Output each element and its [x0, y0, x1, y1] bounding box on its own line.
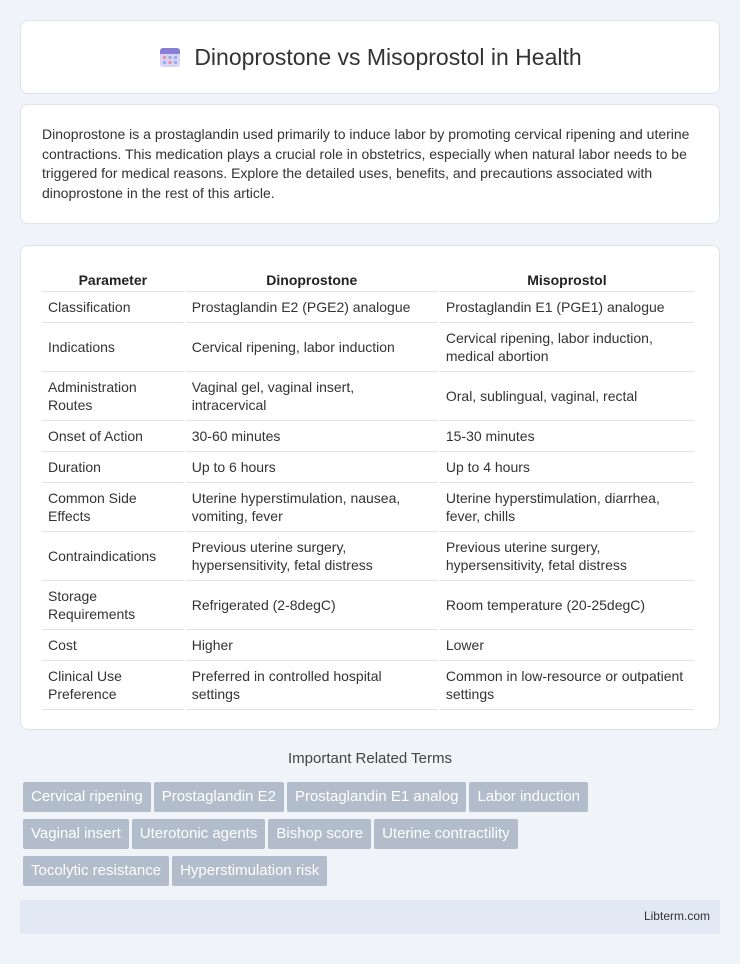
table-row: [42, 452, 694, 483]
row-misoprostol: Up to 4 hours: [440, 452, 694, 483]
row-misoprostol: Lower: [440, 630, 694, 661]
table-row: [42, 661, 694, 710]
table-row: [42, 323, 694, 372]
row-misoprostol: Prostaglandin E1 (PGE1) analogue: [440, 292, 694, 323]
intro-card: [20, 104, 720, 224]
row-parameter: Administration Routes: [42, 372, 184, 421]
row-parameter: Classification: [42, 292, 184, 323]
row-misoprostol: Uterine hyperstimulation, diarrhea, fever, chills: [440, 483, 694, 532]
row-dinoprostone: Up to 6 hours: [186, 452, 438, 483]
row-parameter: Onset of Action: [42, 421, 184, 452]
row-misoprostol: Room temperature (20-25degC): [440, 581, 694, 630]
intro-text: Dinoprostone is a prostaglandin used primarily to induce labor by promoting cervical ripening and uterine contractions. This medication plays a crucial role in obstetrics, especially when natural labor needs to be triggered for medical reasons. Explore the detailed uses, benefits, and precautions associated with dinoprostone in the rest of this article.: [42, 126, 690, 201]
table-row: [42, 372, 694, 421]
footer: [20, 900, 720, 934]
row-dinoprostone: Cervical ripening, labor induction: [186, 323, 438, 372]
comparison-card: [20, 245, 720, 730]
row-parameter: Cost: [42, 630, 184, 661]
row-misoprostol: Cervical ripening, labor induction, medical abortion: [440, 323, 694, 372]
tag-uterotonic-agents[interactable]: Uterotonic agents: [132, 819, 266, 849]
header-parameter: Parameter: [42, 264, 184, 292]
table-header-row: [42, 264, 694, 292]
table-row: [42, 532, 694, 581]
tag-hyperstimulation-risk[interactable]: Hyperstimulation risk: [172, 856, 327, 886]
tag-bishop-score[interactable]: Bishop score: [268, 819, 371, 849]
row-dinoprostone: Refrigerated (2-8degC): [186, 581, 438, 630]
tag-prostaglandin-e2[interactable]: Prostaglandin E2: [154, 782, 284, 812]
related-terms-title: Important Related Terms: [288, 750, 452, 767]
tag-prostaglandin-e1-analog[interactable]: Prostaglandin E1 analog: [287, 782, 466, 812]
related-terms-tags: [23, 782, 723, 893]
table-row: [42, 421, 694, 452]
comparison-table: [40, 264, 696, 710]
header-dinoprostone: Dinoprostone: [186, 264, 438, 292]
table-row: [42, 483, 694, 532]
footer-brand-link[interactable]: Libterm.com: [643, 909, 710, 923]
row-parameter: Duration: [42, 452, 184, 483]
page-title: Dinoprostone vs Misoprostol in Health: [194, 43, 582, 70]
row-parameter: Contraindications: [42, 532, 184, 581]
tag-vaginal-insert[interactable]: Vaginal insert: [23, 819, 129, 849]
tag-labor-induction[interactable]: Labor induction: [469, 782, 588, 812]
row-misoprostol: Common in low-resource or outpatient settings: [440, 661, 694, 710]
row-dinoprostone: Preferred in controlled hospital settings: [186, 661, 438, 710]
tag-cervical-ripening[interactable]: Cervical ripening: [23, 782, 151, 812]
row-misoprostol: 15-30 minutes: [440, 421, 694, 452]
row-misoprostol: Previous uterine surgery, hypersensitivity, fetal distress: [440, 532, 694, 581]
table-row: [42, 630, 694, 661]
row-dinoprostone: Vaginal gel, vaginal insert, intracervical: [186, 372, 438, 421]
row-dinoprostone: Previous uterine surgery, hypersensitivity, fetal distress: [186, 532, 438, 581]
header-card: [20, 20, 720, 94]
calendar-grid-icon: [158, 45, 182, 69]
tag-tocolytic-resistance[interactable]: Tocolytic resistance: [23, 856, 169, 886]
row-parameter: Storage Requirements: [42, 581, 184, 630]
header-misoprostol: Misoprostol: [440, 264, 694, 292]
row-dinoprostone: Uterine hyperstimulation, nausea, vomiting, fever: [186, 483, 438, 532]
table-row: [42, 581, 694, 630]
table-row: [42, 292, 694, 323]
row-parameter: Clinical Use Preference: [42, 661, 184, 710]
row-dinoprostone: 30-60 minutes: [186, 421, 438, 452]
row-misoprostol: Oral, sublingual, vaginal, rectal: [440, 372, 694, 421]
row-dinoprostone: Prostaglandin E2 (PGE2) analogue: [186, 292, 438, 323]
tag-uterine-contractility[interactable]: Uterine contractility: [374, 819, 518, 849]
row-parameter: Indications: [42, 323, 184, 372]
row-parameter: Common Side Effects: [42, 483, 184, 532]
row-dinoprostone: Higher: [186, 630, 438, 661]
